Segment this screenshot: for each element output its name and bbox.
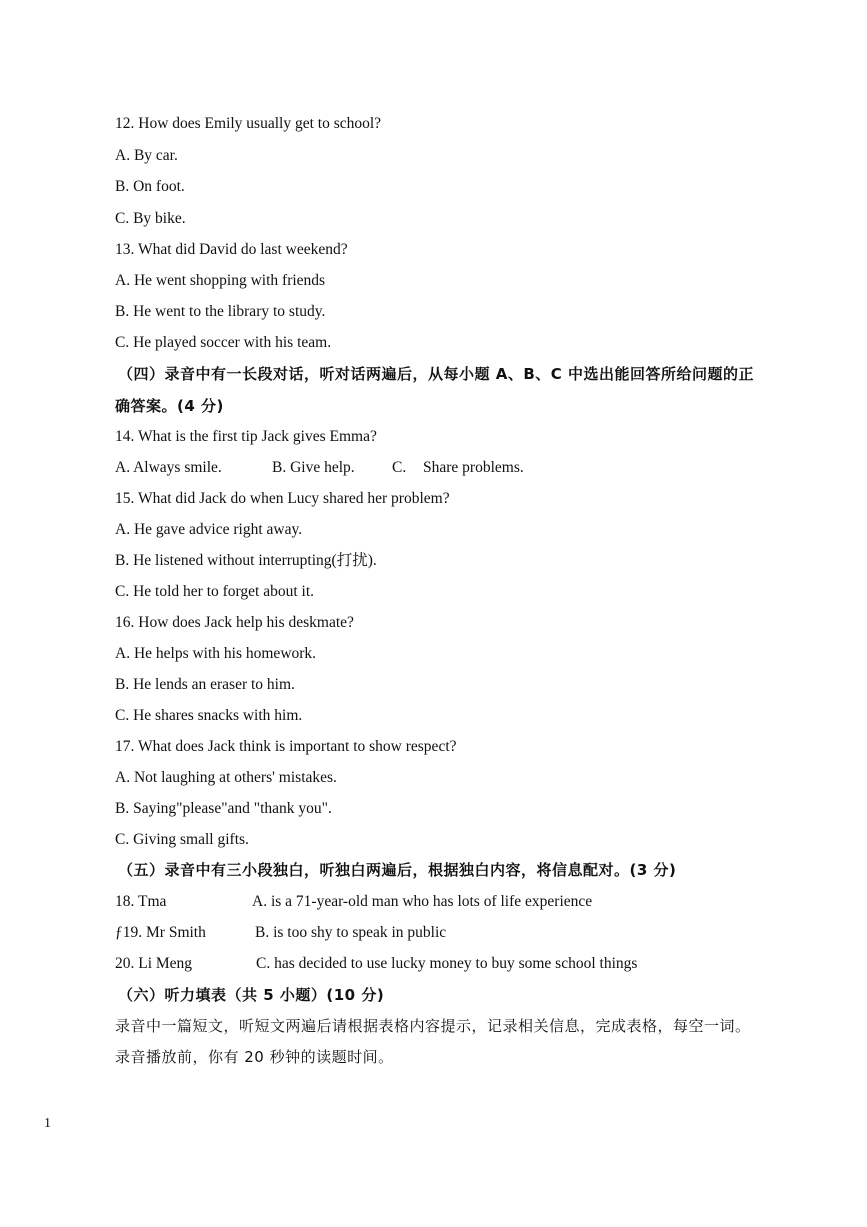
question-15: 15. What did Jack do when Lucy shared her problem?: [115, 490, 450, 507]
section-5-instruction: （五）录音中有三小段独白，听独白两遍后，根据独白内容，将信息配对。(3 分): [118, 861, 677, 879]
q16-option-c: C. He shares snacks with him.: [115, 707, 303, 724]
page-number: 1: [44, 1116, 51, 1131]
q16-option-a: A. He helps with his homework.: [115, 645, 317, 662]
match-left-19: ƒ19. Mr Smith: [115, 924, 206, 941]
q14-option-c: Share problems.: [423, 459, 524, 476]
match-right-c: C. has decided to use lucky money to buy some school things: [256, 955, 638, 972]
section-6-heading: （六）听力填表（共 5 小题）(10 分): [118, 986, 385, 1004]
match-left-18: 18. Tma: [115, 893, 167, 910]
q16-option-b: B. He lends an eraser to him.: [115, 676, 295, 693]
match-left-20: 20. Li Meng: [115, 955, 193, 972]
q15-option-a: A. He gave advice right away.: [115, 521, 303, 538]
section-4-instruction-cont: 确答案。(4 分): [115, 397, 224, 415]
q12-option-a: A. By car.: [115, 147, 178, 164]
q13-option-a: A. He went shopping with friends: [115, 272, 326, 289]
q17-option-b: B. Saying"please"and "thank you".: [115, 800, 332, 817]
question-16: 16. How does Jack help his deskmate?: [115, 614, 354, 631]
q13-option-b: B. He went to the library to study.: [115, 303, 326, 320]
q17-option-c: C. Giving small gifts.: [115, 831, 249, 848]
question-13: 13. What did David do last weekend?: [115, 241, 348, 258]
section-6-instruction-cont: 录音播放前，你有 20 秒钟的读题时间。: [115, 1048, 394, 1066]
section-4-instruction: （四）录音中有一长段对话，听对话两遍后，从每小题 A、B、C 中选出能回答所给问题的正: [118, 365, 754, 383]
q14-option-a: A. Always smile.: [115, 459, 222, 476]
q14-option-b: B. Give help.: [272, 459, 355, 476]
question-17: 17. What does Jack think is important to show respect?: [115, 738, 457, 755]
q12-option-c: C. By bike.: [115, 210, 186, 227]
q17-option-a: A. Not laughing at others' mistakes.: [115, 769, 337, 786]
q15-option-c: C. He told her to forget about it.: [115, 583, 315, 600]
q15-option-b: B. He listened without interrupting(打扰).: [115, 552, 377, 569]
match-right-a: A. is a 71-year-old man who has lots of life experience: [252, 893, 593, 910]
q13-option-c: C. He played soccer with his team.: [115, 334, 332, 351]
section-6-instruction: 录音中一篇短文，听短文两遍后请根据表格内容提示，记录相关信息，完成表格，每空一词。: [115, 1017, 751, 1035]
question-12: 12. How does Emily usually get to school?: [115, 115, 382, 132]
q14-option-c-letter: C.: [392, 459, 407, 476]
match-right-b: B. is too shy to speak in public: [255, 924, 447, 941]
q12-option-b: B. On foot.: [115, 178, 185, 195]
question-14: 14. What is the first tip Jack gives Emma?: [115, 428, 377, 445]
